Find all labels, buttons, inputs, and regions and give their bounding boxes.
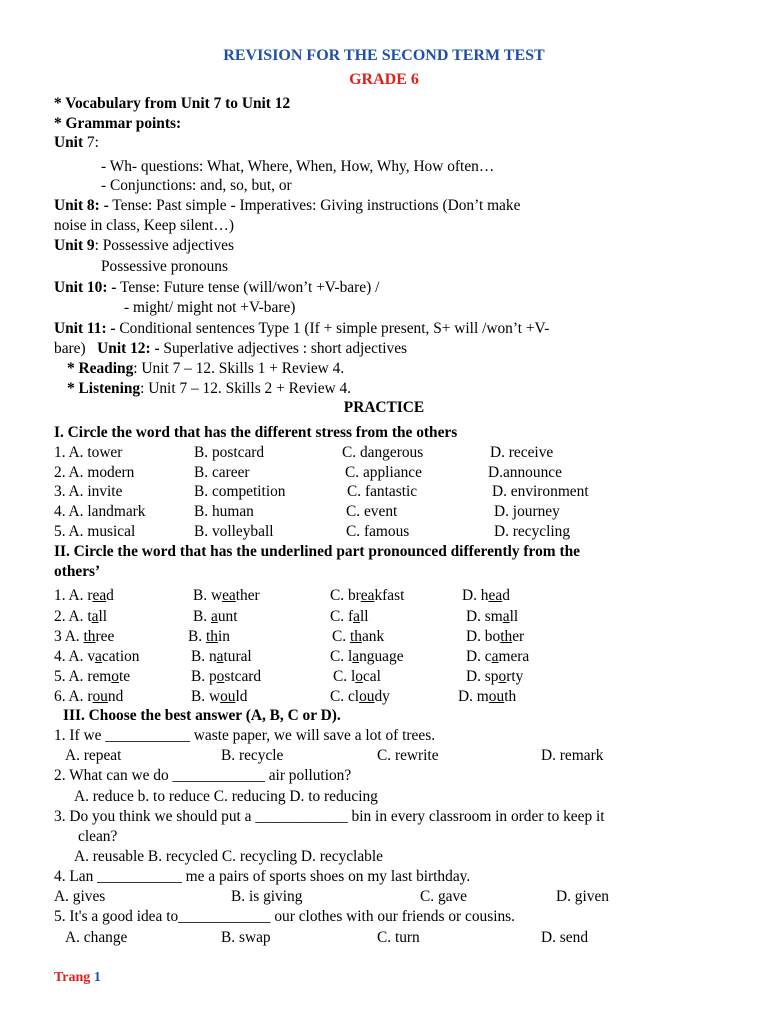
underlined-part: ou	[488, 688, 505, 705]
underlined-part: a	[502, 608, 510, 625]
unit9-cont: Possessive pronouns	[101, 258, 228, 275]
pronunciation-option-c: C. local	[333, 668, 381, 685]
stress-option-b: B. human	[194, 503, 254, 520]
unit7-line: Unit 7:	[54, 134, 99, 151]
stress-option-a: 4. A. landmark	[54, 503, 146, 520]
underlined-part: a	[216, 648, 224, 665]
underlined-part: ea	[360, 587, 375, 604]
page-title: REVISION FOR THE SECOND TERM TEST	[223, 47, 545, 64]
underlined-part: ou	[359, 688, 375, 705]
pronunciation-option-d: D. small	[466, 608, 519, 625]
pronunciation-option-a: 5. A. remote	[54, 668, 131, 685]
q4-option-b: B. is giving	[231, 888, 303, 905]
unit7-item-2: - Conjunctions: and, so, but, or	[101, 177, 292, 194]
footer-page-number: 1	[93, 970, 101, 985]
question-2-options: A. reduce b. to reduce C. reducing D. to reducing	[74, 788, 378, 805]
vocab-line: * Vocabulary from Unit 7 to Unit 12	[54, 95, 291, 112]
pronunciation-option-a: 1. A. read	[54, 587, 114, 604]
pronunciation-option-b: B. postcard	[191, 668, 262, 685]
question-3-options: A. reusable B. recycled C. recycling D. recyclable	[74, 848, 383, 865]
unit8-line: Unit 8: - Tense: Past simple - Imperatives: Giving instructions (Don’t make	[54, 197, 521, 214]
stress-option-b: B. competition	[194, 483, 286, 500]
question-3: 3. Do you think we should put a ____________ bin in every classroom in order to keep it	[54, 808, 605, 825]
q1-option-c: C. rewrite	[377, 747, 439, 764]
unit9-line: Unit 9: Possessive adjectives	[54, 237, 234, 254]
q5-option-a: A. change	[65, 929, 128, 946]
underlined-part: ou	[92, 688, 108, 705]
pronunciation-option-a: 4. A. vacation	[54, 648, 140, 665]
question-1: 1. If we ___________ waste paper, we will save a lot of trees.	[54, 727, 436, 744]
underlined-part: a	[210, 608, 218, 625]
underlined-part: a	[352, 648, 360, 665]
underlined-part: o	[111, 668, 119, 685]
question-3-cont: clean?	[78, 828, 118, 845]
unit11-line: Unit 11: - Conditional sentences Type 1 (If + simple present, S+ will /won’t +V-	[54, 320, 550, 337]
pronunciation-option-d: D. sporty	[466, 668, 524, 685]
underlined-part: o	[498, 668, 507, 685]
pronunciation-option-c: C. fall	[330, 608, 369, 625]
underlined-part: a	[91, 608, 99, 625]
stress-option-d: D.announce	[488, 464, 562, 481]
q4-option-c: C. gave	[420, 888, 468, 905]
pronunciation-option-b: B. would	[191, 688, 248, 705]
underlined-part: th	[83, 628, 96, 645]
stress-option-c: C. event	[346, 503, 398, 520]
stress-option-d: D. journey	[494, 503, 560, 520]
grade-label: GRADE 6	[349, 71, 419, 88]
pronunciation-option-a: 6. A. round	[54, 688, 124, 705]
stress-option-a: 5. A. musical	[54, 523, 136, 540]
stress-option-d: D. environment	[492, 483, 589, 500]
stress-option-c: C. dangerous	[342, 444, 424, 461]
underlined-part: a	[353, 608, 360, 625]
q4-option-a: A. gives	[54, 888, 106, 905]
underlined-part: o	[355, 668, 363, 685]
section1-heading: I. Circle the word that has the different stress from the others	[54, 424, 458, 441]
footer-label: Trang	[54, 970, 91, 985]
pronunciation-option-d: D. head	[462, 587, 510, 604]
q5-option-b: B. swap	[221, 929, 271, 946]
section3-heading: III. Choose the best answer (A, B, C or D).	[63, 707, 341, 724]
stress-option-d: D. receive	[490, 444, 554, 461]
unit11-unit12-line: bare) Unit 12: - Superlative adjectives : short adjectives	[54, 340, 408, 357]
question-4: 4. Lan ___________ me a pairs of sports shoes on my last birthday.	[54, 868, 471, 885]
pronunciation-option-b: B. aunt	[193, 608, 238, 625]
unit7-item-1: - Wh- questions: What, Where, When, How, Why, How often…	[101, 158, 495, 175]
section2-heading-cont: others’	[54, 563, 101, 580]
pronunciation-option-d: D. mouth	[458, 688, 517, 705]
pronunciation-option-c: C. breakfast	[330, 587, 405, 604]
question-2: 2. What can we do ____________ air pollution?	[54, 767, 352, 784]
underlined-part: o	[216, 668, 225, 685]
practice-title: PRACTICE	[343, 399, 425, 416]
stress-option-b: B. postcard	[194, 444, 265, 461]
pronunciation-option-d: D. camera	[466, 648, 530, 665]
pronunciation-option-b: B. weather	[193, 587, 260, 604]
q1-option-d: D. remark	[541, 747, 604, 764]
stress-option-b: B. career	[194, 464, 250, 481]
q4-option-d: D. given	[556, 888, 610, 905]
q5-option-d: D. send	[541, 929, 589, 946]
underlined-part: a	[491, 648, 499, 665]
pronunciation-option-c: C. cloudy	[330, 688, 390, 705]
pronunciation-option-d: D. bother	[466, 628, 525, 645]
unit10-cont: - might/ might not +V-bare)	[124, 299, 296, 316]
reading-line: * Reading: Unit 7 – 12. Skills 1 + Review 4.	[67, 360, 345, 377]
stress-option-c: C. famous	[346, 523, 410, 540]
underlined-part: a	[95, 648, 102, 665]
underlined-part: th	[500, 628, 513, 645]
underlined-part: th	[205, 628, 218, 645]
pronunciation-option-b: B. thin	[188, 628, 230, 645]
underlined-part: ea	[488, 587, 503, 604]
pronunciation-option-a: 2. A. tall	[54, 608, 108, 625]
stress-option-a: 2. A. modern	[54, 464, 135, 481]
stress-option-c: C. appliance	[345, 464, 422, 481]
q5-option-c: C. turn	[377, 929, 420, 946]
section2-heading: II. Circle the word that has the underlined part pronounced differently from the	[54, 543, 580, 560]
stress-option-c: C. fantastic	[347, 483, 418, 500]
grammar-heading: * Grammar points:	[54, 115, 182, 132]
stress-option-a: 3. A. invite	[54, 483, 123, 500]
question-5: 5. It's a good idea to____________ our clothes with our friends or cousins.	[54, 908, 516, 925]
unit10-line: Unit 10: - Tense: Future tense (will/won’t +V-bare) /	[54, 279, 380, 296]
pronunciation-option-b: B. natural	[191, 648, 252, 665]
q1-option-a: A. repeat	[65, 747, 122, 764]
pronunciation-option-c: C. thank	[332, 628, 385, 645]
unit8-cont: noise in class, Keep silent…)	[54, 217, 234, 234]
pronunciation-option-a: 3 A. three	[54, 628, 115, 645]
underlined-part: ou	[220, 688, 236, 705]
stress-option-d: D. recycling	[494, 523, 571, 540]
underlined-part: ea	[92, 587, 107, 604]
underlined-part: th	[349, 628, 362, 645]
underlined-part: ea	[222, 587, 236, 604]
stress-option-a: 1. A. tower	[54, 444, 123, 461]
stress-option-b: B. volleyball	[194, 523, 274, 540]
pronunciation-option-c: C. language	[330, 648, 404, 665]
q1-option-b: B. recycle	[221, 747, 284, 764]
listening-line: * Listening: Unit 7 – 12. Skills 2 + Review 4.	[67, 380, 352, 397]
page-footer	[54, 970, 101, 986]
